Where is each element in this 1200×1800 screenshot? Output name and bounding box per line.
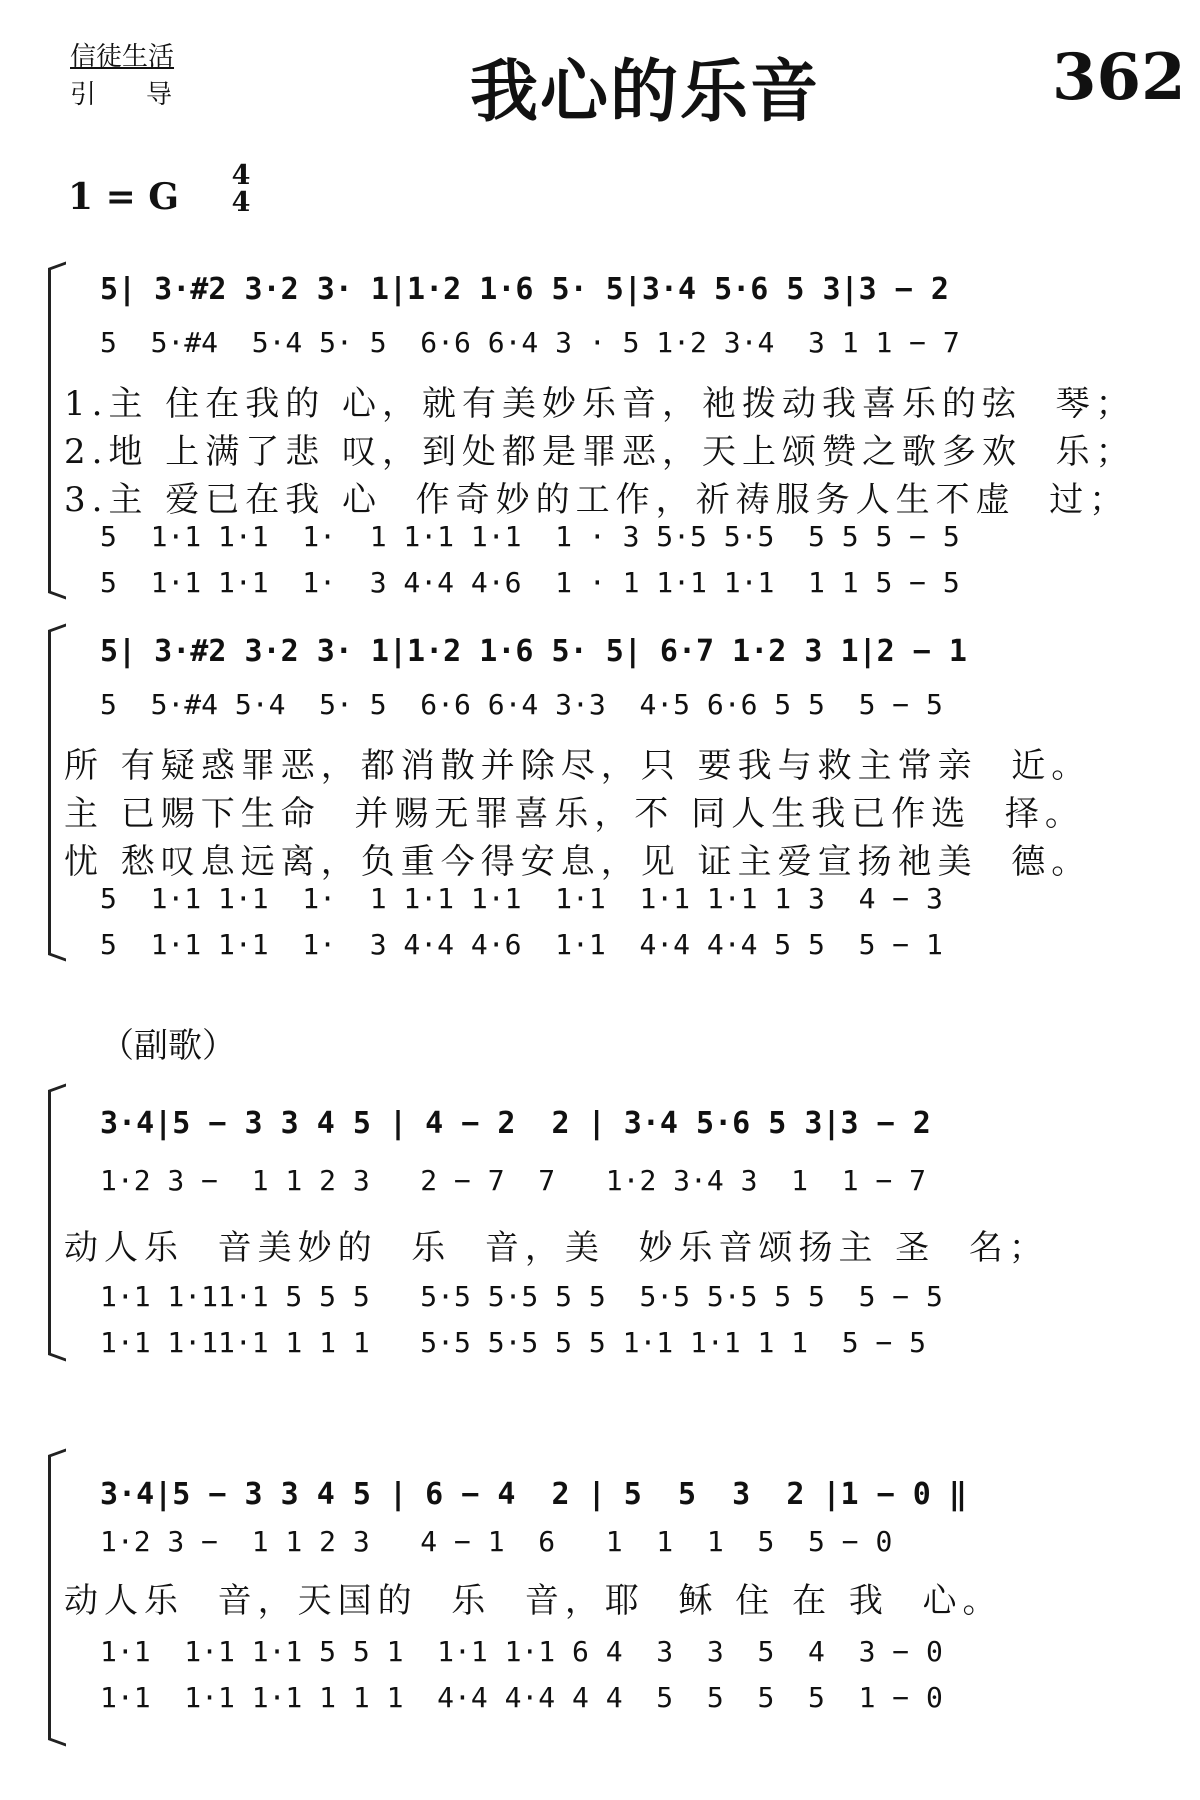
- bass-line: 5 1·1 1·1 1· 3 4·4 4·6 1 · 1 1·1 1·1 1 1 5 − 5: [100, 566, 960, 599]
- alto-line: 1·2 3 − 1 1 2 3 4 − 1 6 1 1 1 5 5 − 0: [100, 1525, 893, 1558]
- tenor-line: 5 1·1 1·1 1· 1 1·1 1·1 1 · 3 5·5 5·5 5 5 5 − 5: [100, 520, 960, 553]
- lyrics-verse-2: 2.地 上满了悲 叹，到处都是罪恶，天上颂赞之歌多欢 乐；: [64, 432, 1136, 472]
- alto-line: 5 5·#4 5·4 5· 5 6·6 6·4 3 · 5 1·2 3·4 3 1 1 − 7: [100, 326, 960, 359]
- header: [0, 0, 1200, 220]
- system-brace: [48, 1090, 65, 1355]
- melody-line: 5| 3·#2 3·2 3· 1|1·2 1·6 5· 5| 6·7 1·2 3 1|2 − 1: [100, 634, 967, 669]
- melody-line: 3·4|5 − 3 3 4 5 | 6 − 4 2 | 5 5 3 2 |1 − 0 ‖: [100, 1477, 967, 1512]
- time-signature-bottom: 4: [231, 187, 251, 218]
- lyrics-chorus: 动人乐 音美妙的 乐 音，美 妙乐音颂扬主 圣 名；: [64, 1228, 1049, 1268]
- bass-line: 1·1 1·1 1·1 1 1 1 4·4 4·4 4 4 5 5 5 5 1 − 0: [100, 1681, 943, 1714]
- tenor-line: 1·1 1·1 1·1 5 5 1 1·1 1·1 6 4 3 3 5 4 3 − 0: [100, 1635, 943, 1668]
- lyrics-verse-1: 1.主 住在我的 心，就有美妙乐音，祂拨动我喜乐的弦 琴；: [64, 384, 1136, 424]
- bass-line: 5 1·1 1·1 1· 3 4·4 4·6 1·1 4·4 4·4 5 5 5 − 1: [100, 928, 943, 961]
- hymn-number: 362: [1052, 40, 1186, 115]
- lyrics-verse-2: 主 已赐下生命 并赐无罪喜乐，不 同人生我已作选 择。: [64, 794, 1085, 834]
- tenor-line: 1·1 1·11·1 5 5 5 5·5 5·5 5 5 5·5 5·5 5 5 5 − 5: [100, 1280, 943, 1313]
- system-brace: [48, 268, 65, 593]
- system-brace: [48, 1455, 65, 1740]
- melody-line: 5| 3·#2 3·2 3· 1|1·2 1·6 5· 5|3·4 5·6 5 3|3 − 2: [100, 272, 949, 307]
- bass-line: 1·1 1·11·1 1 1 1 5·5 5·5 5 5 1·1 1·1 1 1 5 − 5: [100, 1326, 927, 1359]
- score-system-3: [0, 1090, 1200, 1370]
- key-signature: 1 = G: [68, 176, 180, 218]
- time-signature: [226, 162, 256, 216]
- lyrics-verse-3: 忧 愁叹息远离，负重今得安息，见 证主爱宣扬祂美 德。: [64, 842, 1092, 882]
- time-signature-top: 4: [231, 160, 251, 191]
- score-system-4: [0, 1455, 1200, 1745]
- alto-line: 5 5·#4 5·4 5· 5 6·6 6·4 3·3 4·5 6·6 5 5 5 − 5: [100, 688, 943, 721]
- source-line-2: 引导: [70, 80, 223, 110]
- lyrics-verse-3: 3.主 爱已在我 心 作奇妙的工作，祈祷服务人生不虚 过；: [64, 480, 1130, 520]
- system-brace: [48, 630, 65, 955]
- alto-line: 1·2 3 − 1 1 2 3 2 − 7 7 1·2 3·4 3 1 1 − 7: [100, 1164, 927, 1197]
- score-system-1: [0, 268, 1200, 608]
- score-system-2: [0, 630, 1200, 970]
- lyrics-chorus: 动人乐 音，天国的 乐 音，耶 稣 住 在 我 心。: [64, 1581, 1003, 1621]
- melody-line: 3·4|5 − 3 3 4 5 | 4 − 2 2 | 3·4 5·6 5 3|3 − 2: [100, 1106, 931, 1141]
- chorus-label: （副歌）: [100, 1026, 236, 1066]
- tenor-line: 5 1·1 1·1 1· 1 1·1 1·1 1·1 1·1 1·1 1 3 4 − 3: [100, 882, 943, 915]
- source-line-1: 信徒生活: [70, 42, 175, 72]
- hymn-title: 我心的乐音: [470, 52, 821, 132]
- lyrics-verse-1: 所 有疑惑罪恶，都消散并除尽，只 要我与救主常亲 近。: [64, 746, 1092, 786]
